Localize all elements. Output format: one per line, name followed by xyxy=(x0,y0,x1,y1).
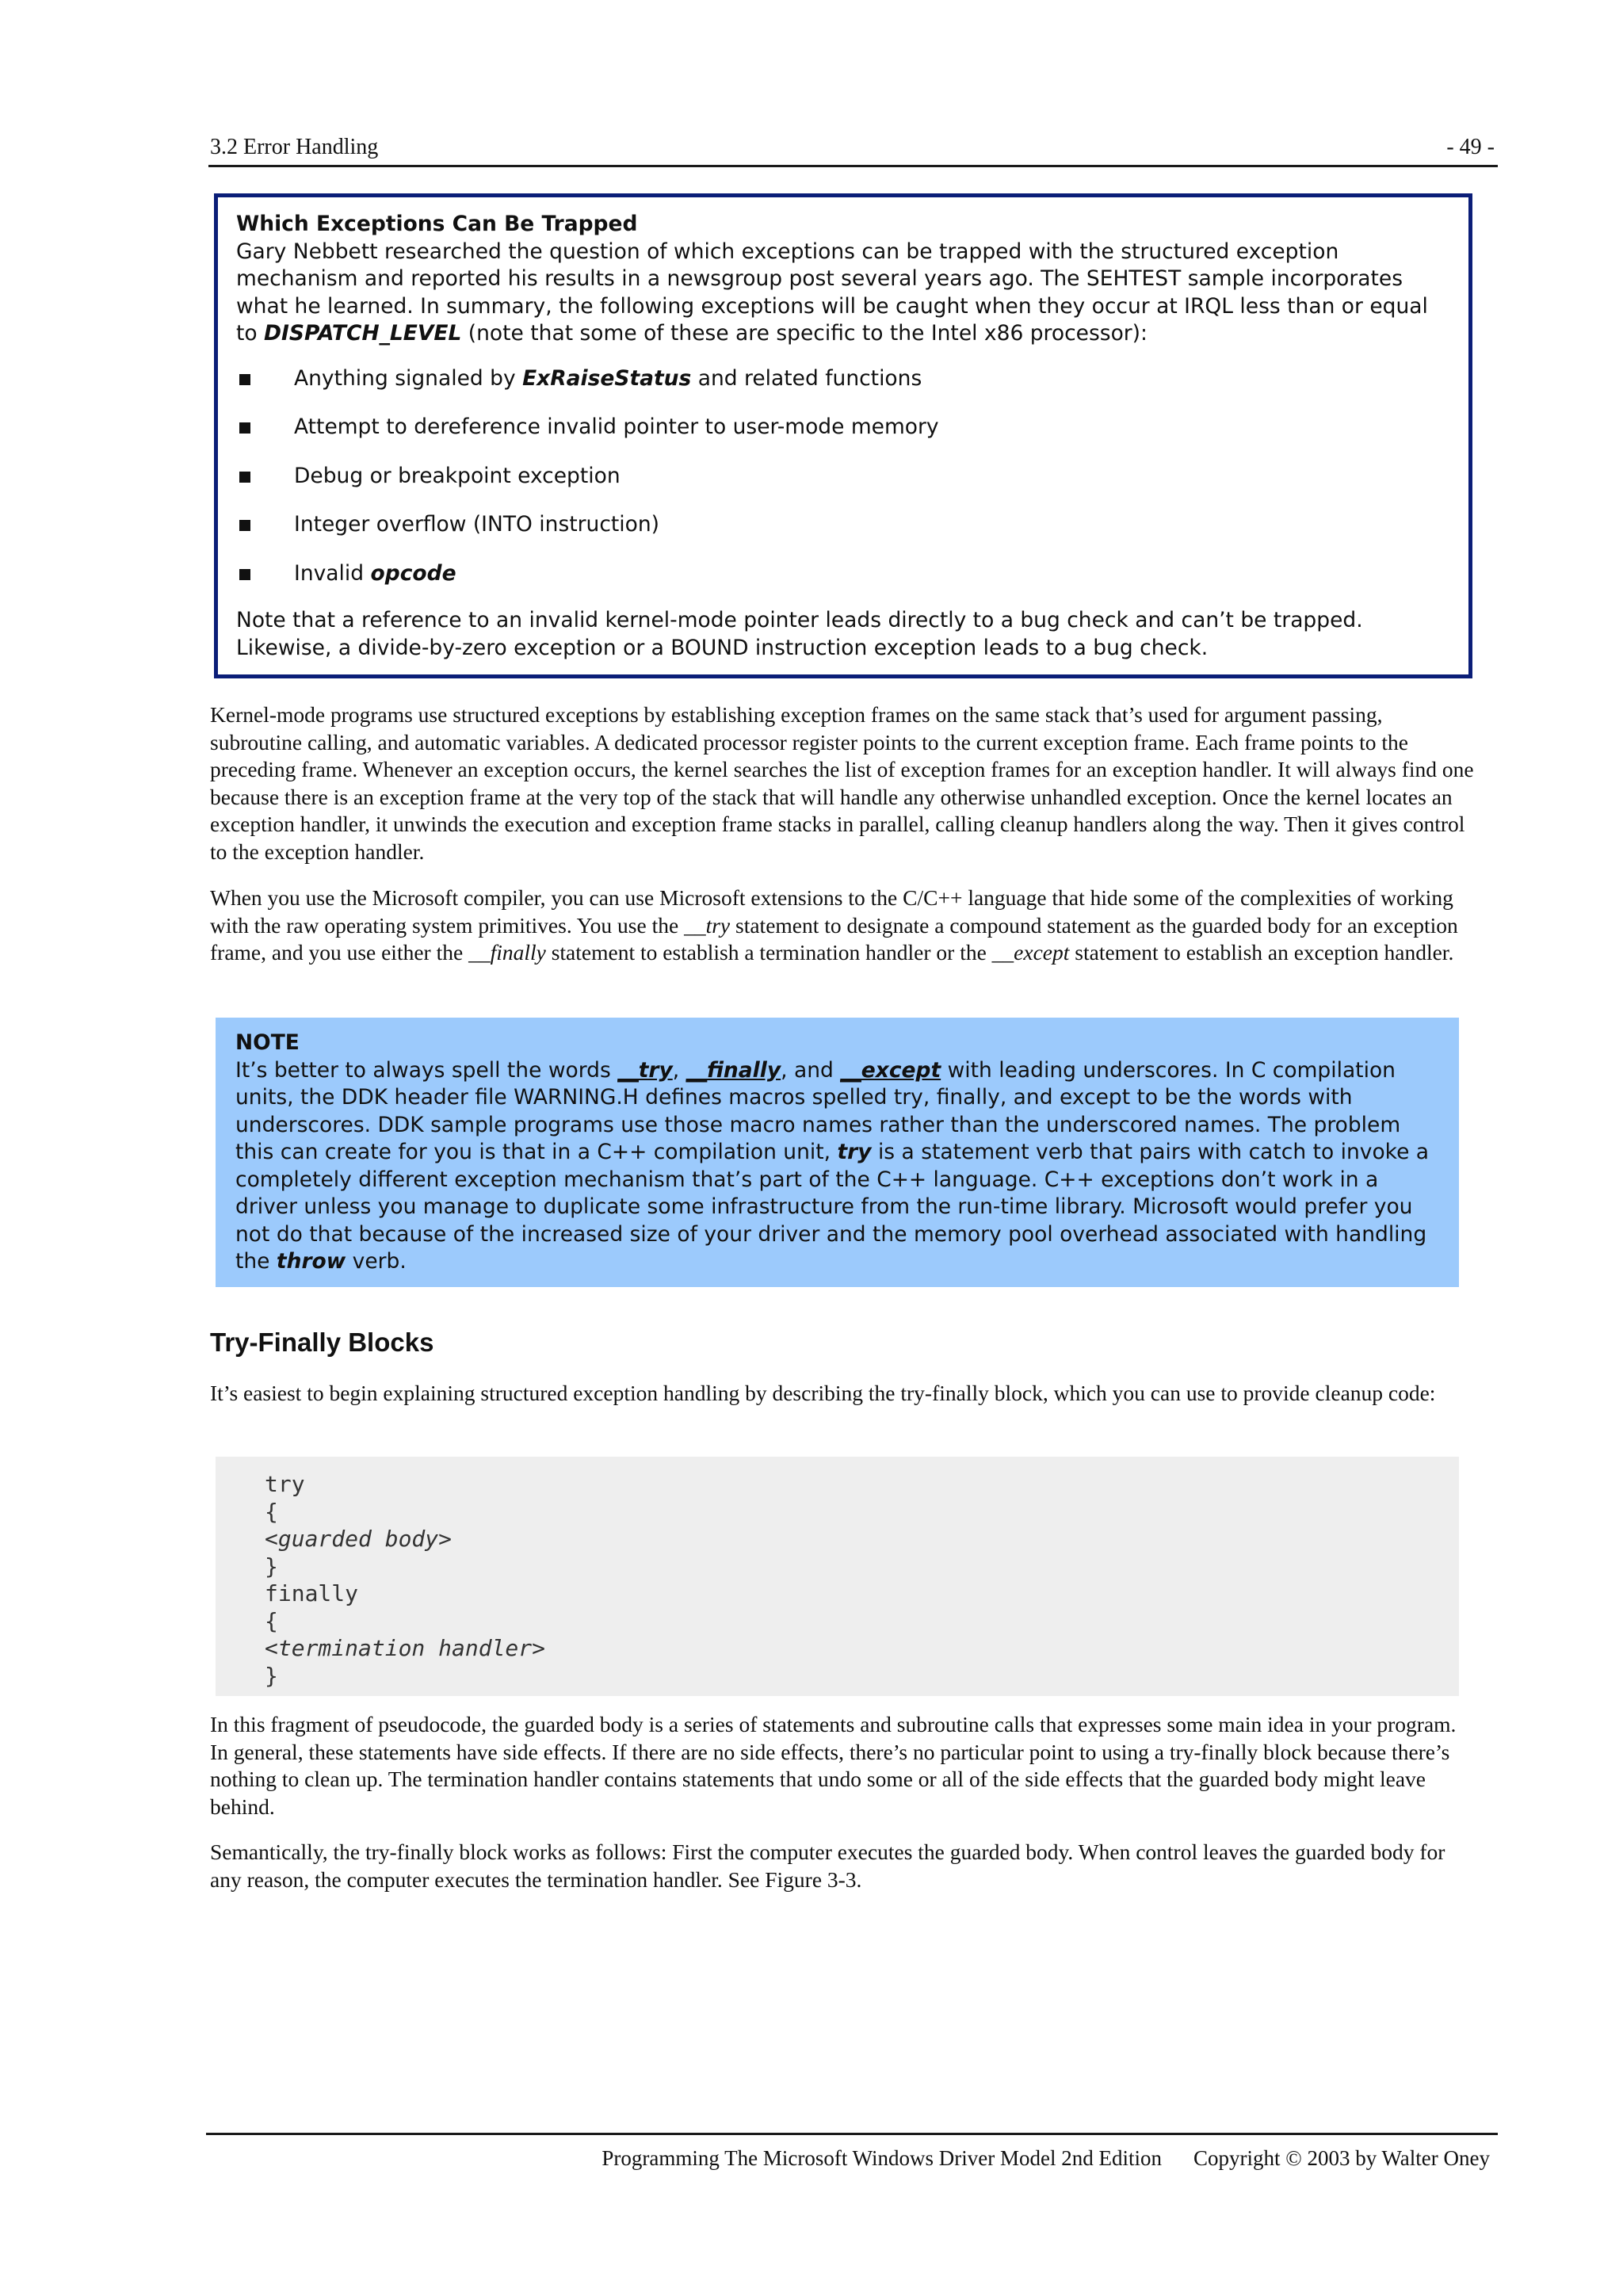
sidebar-box xyxy=(214,193,1472,678)
sidebar-title: Which Exceptions Can Be Trapped xyxy=(236,212,638,236)
code-line: } xyxy=(265,1662,278,1689)
note-body: It’s better to always spell the words __try, __finally, and __except with leading underscores. In C compilation units, the DDK header file WARNING.H defines macros spelled try, finally, and except to be the words with underscores. DDK sample programs use those macro names rather than the underscored names. The problem this can create for you is that in a C++ compilation unit, try is a statement verb that pairs with catch to invoke a completely different exception mechanism that’s part of the C++ language. C++ exceptions don’t work in a driver unless you manage to duplicate some infrastructure from the run-time library. Microsoft would prefer you not do that because of the increased size of your driver and the memory pool overhead associated with handling the throw verb. xyxy=(235,1057,1430,1274)
sidebar-note: Note that a reference to an invalid kernel-mode pointer leads directly to a bug check and can’t be trapped. Likewise, a divide-by-zero exception or a BOUND instruction exception leads to a bug check. xyxy=(236,608,1363,660)
list-item: Debug or breakpoint exception xyxy=(236,463,1450,491)
code-line: try xyxy=(265,1471,305,1497)
note-box xyxy=(216,1018,1459,1287)
running-footer xyxy=(601,2145,1490,2172)
term-dispatch-level: DISPATCH_LEVEL xyxy=(264,321,462,346)
paragraph-exception-frames: Kernel-mode programs use structured exceptions by establishing exception frames on the same stack that’s used for argument passing, subroutine calling, and automatic variables. A dedicated processor register points to the current exception frame. Each frame points to the preceding frame. Whenever an exception occurs, the kernel searches the list of exception frames for an exception handler. It will always find one because there is an exception frame at the very top of the stack that will handle any otherwise unhandled exception. Once the kernel locates an exception handler, it unwinds the execution and exception frame stacks in parallel, calling cleanup handlers along the way. Then it gives control to the exception handler. xyxy=(210,702,1474,864)
code-line: <termination handler> xyxy=(265,1635,546,1661)
bullet-square-icon xyxy=(239,472,250,483)
paragraph-intro-try-finally: It’s easiest to begin explaining structured exception handling by describing the try-finally block, which you can use to provide cleanup code: xyxy=(210,1381,1436,1405)
keyword-finally: __finally xyxy=(468,940,546,965)
keyword-try: __try xyxy=(684,912,731,938)
list-item: Integer overflow (INTO instruction) xyxy=(236,511,1450,539)
footer-copyright: Copyright © 2003 by Walter Oney xyxy=(1193,2146,1490,2170)
section-heading: Try-Finally Blocks xyxy=(210,1328,434,1357)
bullet-square-icon xyxy=(239,374,250,385)
bullet-square-icon xyxy=(239,569,250,580)
code-line: { xyxy=(265,1607,278,1634)
code-line: <guarded body> xyxy=(265,1526,453,1552)
header-page-number: - 49 - xyxy=(1446,135,1495,159)
bullet-square-icon xyxy=(239,520,250,531)
bullet-square-icon xyxy=(239,422,250,434)
exception-list xyxy=(236,365,1450,588)
list-item: Anything signaled by ExRaiseStatus and related functions xyxy=(236,365,1450,393)
note-title: NOTE xyxy=(235,1030,300,1055)
code-line: } xyxy=(265,1553,278,1580)
code-block xyxy=(216,1457,1459,1696)
code-line: { xyxy=(265,1498,278,1525)
code-line: finally xyxy=(265,1580,359,1606)
footer-book-title: Programming The Microsoft Windows Driver Model 2nd Edition xyxy=(601,2146,1162,2170)
sidebar-intro: Gary Nebbett researched the question of which exceptions can be trapped with the structured exception mechanism and reported his results in a newsgroup post several years ago. The SEHTEST sample incorporates what he learned. In summary, the following exceptions will be caught when they occur at IRQL less than or equal to DISPATCH_LEVEL (note that some of these are specific to the Intel x86 processor): xyxy=(236,239,1428,346)
paragraph-pseudocode: In this fragment of pseudocode, the guarded body is a series of statements and subroutine calls that expresses some main idea in your program. In general, these statements have side effects. If there are no side effects, there’s no particular point to using a try-finally block because there’s nothing to clean up. The termination handler contains statements that undo some or all of the side effects that the guarded body might leave behind. xyxy=(210,1712,1457,1819)
footer-rule xyxy=(206,2133,1498,2135)
list-item: Attempt to dereference invalid pointer to user-mode memory xyxy=(236,414,1450,441)
paragraph-semantics: Semantically, the try-finally block works as follows: First the computer executes the guarded body. When control leaves the guarded body for any reason, the computer executes the termination handler. See Figure 3-3. xyxy=(210,1839,1445,1892)
list-item: Invalid opcode xyxy=(236,560,1450,588)
running-header xyxy=(208,130,1498,167)
keyword-except: __except xyxy=(991,940,1070,965)
paragraph-compiler-extensions: When you use the Microsoft compiler, you can use Microsoft extensions to the C/C++ language that hide some of the complexities of working with the raw operating system primitives. You use the __try statement to designate a compound statement as the guarded body for an exception frame, and you use either the __finally statement to establish a termination handler or the __except statement to establish an exception handler. xyxy=(210,885,1458,965)
header-section-title: 3.2 Error Handling xyxy=(210,135,379,159)
